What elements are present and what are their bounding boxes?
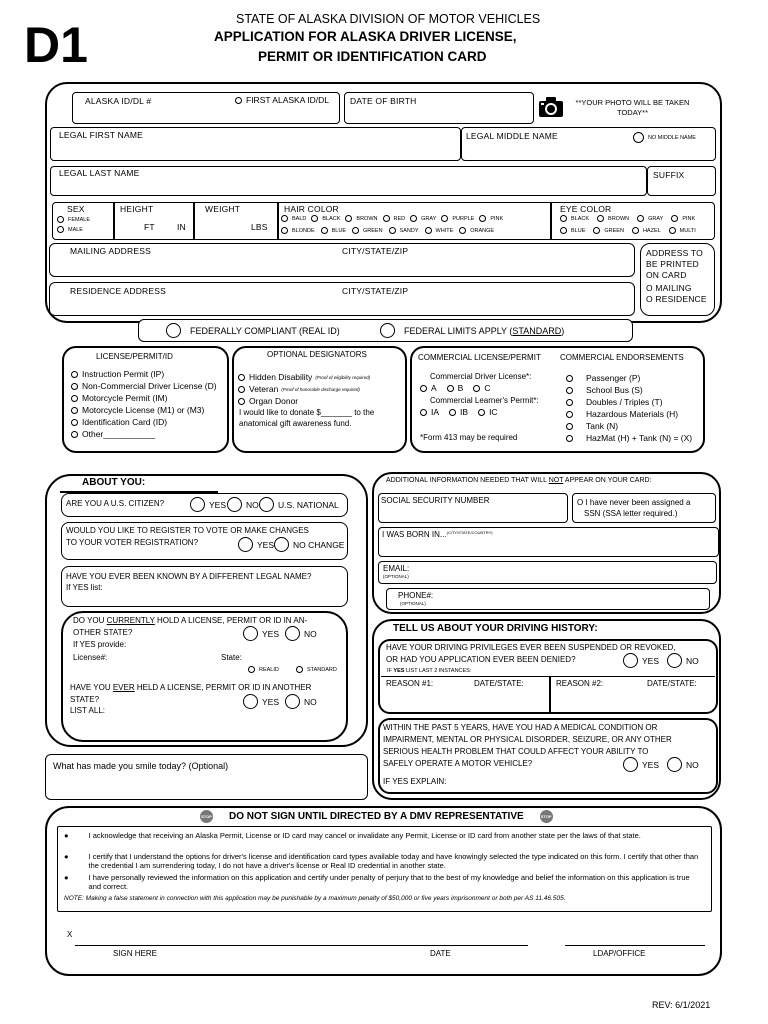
realid-option[interactable]: REALID	[248, 666, 279, 673]
license-radio[interactable]	[71, 383, 78, 390]
hair-row-2	[281, 227, 549, 234]
ever-license-line1: HAVE YOU EVER HELD A LICENSE, PERMIT OR ID IN ANOTHER	[70, 683, 312, 692]
citizen-yes-option[interactable]: YES	[190, 497, 226, 512]
license-motorcycle-permit[interactable]: Motorcycle Permit (IM)	[71, 393, 167, 403]
us-national-option[interactable]: U.S. NATIONAL	[259, 497, 339, 512]
hair-blue[interactable]: BLUE	[321, 227, 346, 234]
address-residence-option[interactable]: O RESIDENCE	[646, 294, 707, 304]
form-code: D1	[24, 17, 88, 73]
divider	[550, 202, 552, 240]
endorsements-title: COMMERCIAL ENDORSEMENTS	[560, 353, 684, 362]
ever-license-line2: STATE?	[70, 695, 100, 704]
ever-license-yes-option[interactable]: YES	[243, 694, 279, 709]
hair-bald-radio[interactable]	[281, 215, 288, 222]
suspension-question-2: OR HAD YOU APPLICATION EVER BEEN DENIED?	[386, 655, 576, 664]
divider	[193, 202, 195, 240]
cdl-class-b[interactable]: B	[447, 383, 464, 393]
standard-radio[interactable]	[296, 666, 303, 673]
medical-no-option[interactable]: NO	[667, 757, 699, 772]
sex-female-option[interactable]: FEMALE	[57, 216, 90, 223]
clp-class-ic[interactable]: IC	[478, 407, 498, 417]
hair-blonde[interactable]: BLONDE	[281, 227, 315, 234]
endorsement-hazmat[interactable]: Hazardous Materials (H)	[566, 409, 678, 419]
form-title-line1: APPLICATION FOR ALASKA DRIVER LICENSE,	[214, 29, 517, 44]
birthplace-label: I WAS BORN IN...$^{(CITY/STATE/COUNTRY)}$	[382, 530, 493, 539]
hair-blue-radio[interactable]	[321, 227, 328, 234]
signature-title-row	[200, 810, 553, 823]
endorsement-tank[interactable]: Tank (N)	[566, 421, 618, 431]
hair-gray-radio[interactable]	[410, 215, 417, 222]
dob-label: DATE OF BIRTH	[350, 96, 417, 106]
weight-label: WEIGHT	[205, 204, 241, 214]
eye-gray[interactable]: GRAY	[637, 215, 663, 222]
stop-sign-icon: STOP	[540, 810, 553, 823]
eye-row-1	[560, 215, 715, 222]
endorsement-radio[interactable]	[566, 435, 573, 442]
hair-blonde-radio[interactable]	[281, 227, 288, 234]
endorsement-radio[interactable]	[566, 375, 573, 382]
vote-yes-option[interactable]: YES	[238, 537, 274, 552]
last-name-label: LEGAL LAST NAME	[59, 168, 140, 178]
eye-green[interactable]: GREEN	[593, 227, 624, 234]
commercial-title: COMMERCIAL LICENSE/PERMIT	[418, 353, 541, 362]
clp-radio[interactable]	[420, 409, 427, 416]
eye-brown-radio[interactable]	[597, 215, 604, 222]
certification-bullet-3: ● I have personally reviewed the information on this application and certify under penalty of perjury that to the best of my knowledge and belief the information on this application is true and correct.	[64, 873, 690, 891]
last-name-field[interactable]	[50, 166, 647, 196]
current-license-line1: DO YOU CURRENTLY HOLD A LICENSE, PERMIT OR ID IN AN-	[73, 616, 308, 625]
cdl-class-a[interactable]: A	[420, 383, 437, 393]
license-radio[interactable]	[71, 431, 78, 438]
clp-radio[interactable]	[449, 409, 456, 416]
no-middle-name-radio[interactable]	[633, 132, 644, 143]
hair-orange[interactable]: ORANGE	[459, 227, 494, 234]
endorsement-radio[interactable]	[566, 387, 573, 394]
citizen-no-option[interactable]: NO	[227, 497, 259, 512]
suspension-yes-option[interactable]: YES	[623, 653, 659, 668]
address-printed-title-2: BE PRINTED	[646, 259, 700, 269]
eye-pink[interactable]: PINK	[671, 215, 695, 222]
federal-limits-option[interactable]: FEDERAL LIMITS APPLY (STANDARD)	[380, 323, 564, 338]
eye-green-radio[interactable]	[593, 227, 600, 234]
clp-options	[420, 407, 498, 417]
first-id-option[interactable]: FIRST ALASKA ID/DL	[235, 95, 329, 105]
license-id-card[interactable]: Identification Card (ID)	[71, 417, 167, 427]
clp-label: Commercial Learner's Permit*:	[430, 396, 539, 405]
hair-gray[interactable]: GRAY	[410, 215, 436, 222]
divider	[381, 676, 715, 677]
designator-radio[interactable]	[238, 398, 245, 405]
camera-icon	[538, 96, 564, 118]
residence-address-label: RESIDENCE ADDRESS	[70, 286, 166, 296]
agency-name: STATE OF ALASKA DIVISION OF MOTOR VEHICLES	[236, 12, 541, 26]
endorsement-doubles-triples[interactable]: Doubles / Triples (T)	[566, 397, 663, 407]
date-state-2-label: DATE/STATE:	[647, 679, 697, 688]
mailing-address-label: MAILING ADDRESS	[70, 246, 151, 256]
reason-2-label: REASON #2:	[556, 679, 604, 688]
signature-x: X	[67, 930, 73, 939]
date-state-1-label: DATE/STATE:	[474, 679, 524, 688]
eye-row-2	[560, 227, 715, 234]
form-title-line2: PERMIT OR IDENTIFICATION CARD	[258, 49, 487, 64]
suffix-label: SUFFIX	[653, 170, 685, 180]
license-type-title: LICENSE/PERMIT/ID	[96, 352, 173, 361]
smile-question: What has made you smile today? (Optional)	[53, 761, 229, 771]
date-label: DATE	[430, 949, 451, 958]
eye-multi[interactable]: MULTI	[669, 227, 696, 234]
hair-purple[interactable]: PURPLE	[441, 215, 474, 222]
phone-label: PHONE#:	[398, 591, 434, 600]
eye-multi-radio[interactable]	[669, 227, 676, 234]
stop-sign-icon: STOP	[200, 810, 213, 823]
hair-bald[interactable]: BALD	[281, 215, 306, 222]
license-number-label: License#:	[73, 653, 108, 662]
eye-brown[interactable]: BROWN	[597, 215, 629, 222]
license-radio[interactable]	[71, 371, 78, 378]
address-mailing-option[interactable]: O MAILING	[646, 283, 692, 293]
state-label: State:	[221, 653, 242, 662]
endorsement-passenger[interactable]: Passenger (P)	[566, 373, 640, 383]
eye-pink-radio[interactable]	[671, 215, 678, 222]
eye-blue-radio[interactable]	[560, 227, 567, 234]
ssn-label: SOCIAL SECURITY NUMBER	[381, 496, 490, 505]
designator-radio[interactable]	[238, 374, 245, 381]
alaska-id-label: ALASKA ID/DL #	[85, 96, 152, 106]
divider	[549, 676, 551, 712]
endorsement-radio[interactable]	[566, 423, 573, 430]
license-radio[interactable]	[71, 419, 78, 426]
if-yes-provide: If YES provide:	[73, 640, 127, 649]
clp-class-ib[interactable]: IB	[449, 407, 468, 417]
designator-veteran[interactable]: Veteran (Proof of honorable discharge required)	[238, 384, 360, 394]
medical-explain-label: IF YES EXPLAIN:	[383, 777, 447, 786]
sex-male-option[interactable]: MALE	[57, 226, 83, 233]
hair-sandy-radio[interactable]	[389, 227, 396, 234]
photo-note: **YOUR PHOTO WILL BE TAKEN TODAY**	[575, 98, 690, 117]
endorsement-hazmat-tank[interactable]: HazMat (H) + Tank (N) = (X)	[566, 433, 692, 443]
eye-label: EYE COLOR	[560, 204, 612, 214]
medical-yes-radio[interactable]	[623, 757, 638, 772]
license-noncommercial[interactable]: Non-Commercial Driver License (D)	[71, 381, 217, 391]
medical-no-radio[interactable]	[667, 757, 682, 772]
medical-question-1: WITHIN THE PAST 5 YEARS, HAVE YOU HAD A MEDICAL CONDITION OR	[383, 723, 658, 732]
if-yes-instances: IF YES LIST LAST 2 INSTANCES:	[387, 668, 472, 674]
form-413-note: *Form 413 may be required	[420, 433, 518, 442]
email-optional: (OPTIONAL)	[383, 574, 409, 579]
hair-green-radio[interactable]	[352, 227, 359, 234]
vote-question-line1: WOULD YOU LIKE TO REGISTER TO VOTE OR MAKE CHANGES	[66, 526, 309, 535]
email-label: EMAIL:	[383, 564, 410, 573]
cdl-class-c[interactable]: C	[473, 383, 490, 393]
ldap-office-label: LDAP/OFFICE	[593, 949, 646, 958]
divider	[113, 202, 115, 240]
other-name-question: HAVE YOU EVER BEEN KNOWN BY A DIFFERENT LEGAL NAME?	[66, 572, 312, 581]
eye-gray-radio[interactable]	[637, 215, 644, 222]
hair-black-radio[interactable]	[311, 215, 318, 222]
certification-bullet-2: ● I certify that I understand the options for driver's license and identification card types available today and have knowingly selected the type indicated on this form. I certify that other than the credential I am surrendering today, I do not have a driver's license or Real ID credential in another state.	[64, 852, 699, 870]
sex-male-radio[interactable]	[57, 226, 64, 233]
email-field[interactable]	[378, 561, 717, 584]
vote-no-change-radio[interactable]	[274, 537, 289, 552]
hair-label: HAIR COLOR	[284, 204, 339, 214]
weight-lbs: LBS	[251, 222, 268, 232]
address-printed-title-1: ADDRESS TO	[646, 248, 703, 258]
medical-yes-option[interactable]: YES	[623, 757, 659, 772]
suspension-yes-radio[interactable]	[623, 653, 638, 668]
license-radio[interactable]	[71, 407, 78, 414]
us-national-radio[interactable]	[259, 497, 274, 512]
designator-organ-donor[interactable]: Organ Donor	[238, 396, 298, 406]
sign-here-label: SIGN HERE	[113, 949, 158, 958]
ever-license-no-radio[interactable]	[285, 694, 300, 709]
standard-option[interactable]: STANDARD	[296, 666, 337, 673]
cdl-radio[interactable]	[447, 385, 454, 392]
citizen-question: ARE YOU A U.S. CITIZEN?	[66, 499, 165, 508]
cdl-radio[interactable]	[420, 385, 427, 392]
other-name-list-label: If YES list:	[66, 583, 103, 592]
current-license-line2: OTHER STATE?	[73, 628, 133, 637]
hair-white[interactable]: WHITE	[425, 227, 454, 234]
cdl-options	[420, 383, 490, 393]
ldap-line[interactable]	[565, 945, 705, 946]
residence-city-label: CITY/STATE/ZIP	[342, 286, 409, 296]
suspension-no-radio[interactable]	[667, 653, 682, 668]
list-all-label: LIST ALL:	[70, 706, 105, 715]
penalty-note: NOTE: Making a false statement in connection with this application may be punishable by a maximum penalty of $50,000 or five years imprisonment or both per AS 11.46.505.	[64, 895, 566, 902]
license-motorcycle-license[interactable]: Motorcycle License (M1) or (M3)	[71, 405, 204, 415]
middle-name-label: LEGAL MIDDLE NAME	[466, 131, 558, 141]
clp-radio[interactable]	[478, 409, 485, 416]
reason-1-label: REASON #1:	[386, 679, 434, 688]
hair-orange-radio[interactable]	[459, 227, 466, 234]
address-printed-title-3: ON CARD	[646, 270, 687, 280]
suspension-question-1: HAVE YOUR DRIVING PRIVILEGES EVER BEEN SUSPENDED OR REVOKED,	[386, 643, 676, 652]
signature-line[interactable]	[75, 945, 528, 946]
eye-hazel[interactable]: HAZEL	[632, 227, 661, 234]
additional-info-title: ADDITIONAL INFORMATION NEEDED THAT WILL NOT APPEAR ON YOUR CARD:	[386, 477, 652, 484]
license-other[interactable]: Other___________	[71, 429, 155, 439]
height-ft: FT	[144, 222, 155, 232]
donate-line-2: anatomical gift awareness fund.	[239, 419, 352, 428]
hair-purple-radio[interactable]	[441, 215, 448, 222]
hair-sandy[interactable]: SANDY	[389, 227, 419, 234]
medical-question-2: IMPAIRMENT, MENTAL OR PHYSICAL DISORDER, SEIZURE, OR ANY OTHER	[383, 735, 672, 744]
eye-blue[interactable]: BLUE	[560, 227, 585, 234]
first-id-radio[interactable]	[235, 97, 242, 104]
vote-question-line2: TO YOUR VOTER REGISTRATION?	[66, 538, 199, 547]
designator-hidden-disability[interactable]: Hidden Disability (Proof of eligibility required)	[238, 372, 370, 382]
medical-question-4: SAFELY OPERATE A MOTOR VEHICLE?	[383, 759, 533, 768]
certification-bullet-1: ● I acknowledge that receiving an Alaska Permit, License or ID card may cancel or invalidate any Permit, License or ID card from another state per the laws of that state.	[64, 831, 641, 840]
height-label: HEIGHT	[120, 204, 154, 214]
no-middle-name-option[interactable]: NO MIDDLE NAME	[633, 132, 696, 143]
cdl-label: Commercial Driver License*:	[430, 372, 532, 381]
hair-pink-radio[interactable]	[479, 215, 486, 222]
federal-limits-radio[interactable]	[380, 323, 395, 338]
current-license-yes-option[interactable]: YES	[243, 626, 279, 641]
height-in: IN	[177, 222, 186, 232]
about-you-title: ABOUT YOU:	[82, 477, 146, 488]
vote-no-change-option[interactable]: NO CHANGE	[274, 537, 344, 552]
first-name-label: LEGAL FIRST NAME	[59, 130, 143, 140]
revision-date: REV: 6/1/2021	[652, 1000, 711, 1010]
endorsement-radio[interactable]	[566, 411, 573, 418]
citizen-yes-radio[interactable]	[190, 497, 205, 512]
hair-green[interactable]: GREEN	[352, 227, 383, 234]
federal-compliant-radio[interactable]	[166, 323, 181, 338]
hair-brown-radio[interactable]	[345, 215, 352, 222]
sex-label: SEX	[67, 204, 85, 214]
realid-radio[interactable]	[248, 666, 255, 673]
ever-license-no-option[interactable]: NO	[285, 694, 317, 709]
license-radio[interactable]	[71, 395, 78, 402]
designators-title: OPTIONAL DESIGNATORS	[267, 350, 367, 359]
mailing-city-label: CITY/STATE/ZIP	[342, 246, 409, 256]
hair-brown[interactable]: BROWN	[345, 215, 377, 222]
clp-class-ia[interactable]: IA	[420, 407, 439, 417]
federal-compliant-option[interactable]: FEDERALLY COMPLIANT (REAL ID)	[166, 323, 340, 338]
eye-black[interactable]: BLACK	[560, 215, 589, 222]
suspension-no-option[interactable]: NO	[667, 653, 699, 668]
vote-yes-radio[interactable]	[238, 537, 253, 552]
eye-hazel-radio[interactable]	[632, 227, 639, 234]
current-license-no-option[interactable]: NO	[285, 626, 317, 641]
divider	[277, 202, 279, 240]
cdl-radio[interactable]	[473, 385, 480, 392]
designator-radio[interactable]	[238, 386, 245, 393]
no-ssn-line2: SSN (SSA letter required.)	[584, 509, 678, 518]
current-license-yes-radio[interactable]	[243, 626, 258, 641]
hair-black[interactable]: BLACK	[311, 215, 340, 222]
phone-optional: (OPTIONAL)	[400, 601, 426, 606]
current-license-no-radio[interactable]	[285, 626, 300, 641]
hair-pink[interactable]: PINK	[479, 215, 503, 222]
endorsement-school-bus[interactable]: School Bus (S)	[566, 385, 643, 395]
hair-row-1	[281, 215, 549, 222]
eye-black-radio[interactable]	[560, 215, 567, 222]
phone-field[interactable]	[386, 588, 710, 610]
hair-white-radio[interactable]	[425, 227, 432, 234]
sex-female-radio[interactable]	[57, 216, 64, 223]
medical-question-3: SERIOUS HEALTH PROBLEM THAT COULD AFFECT YOUR ABILITY TO	[383, 747, 649, 756]
hair-red[interactable]: RED	[383, 215, 406, 222]
driving-history-title: TELL US ABOUT YOUR DRIVING HISTORY:	[393, 623, 598, 634]
signature-title: DO NOT SIGN UNTIL DIRECTED BY A DMV REPRESENTATIVE	[229, 811, 524, 822]
license-instruction-permit[interactable]: Instruction Permit (IP)	[71, 369, 164, 379]
ever-license-yes-radio[interactable]	[243, 694, 258, 709]
donate-line-1: I would like to donate $_______ to the	[239, 408, 375, 417]
endorsement-radio[interactable]	[566, 399, 573, 406]
citizen-no-radio[interactable]	[227, 497, 242, 512]
hair-red-radio[interactable]	[383, 215, 390, 222]
no-ssn-line1: O I have never been assigned a	[577, 498, 691, 507]
